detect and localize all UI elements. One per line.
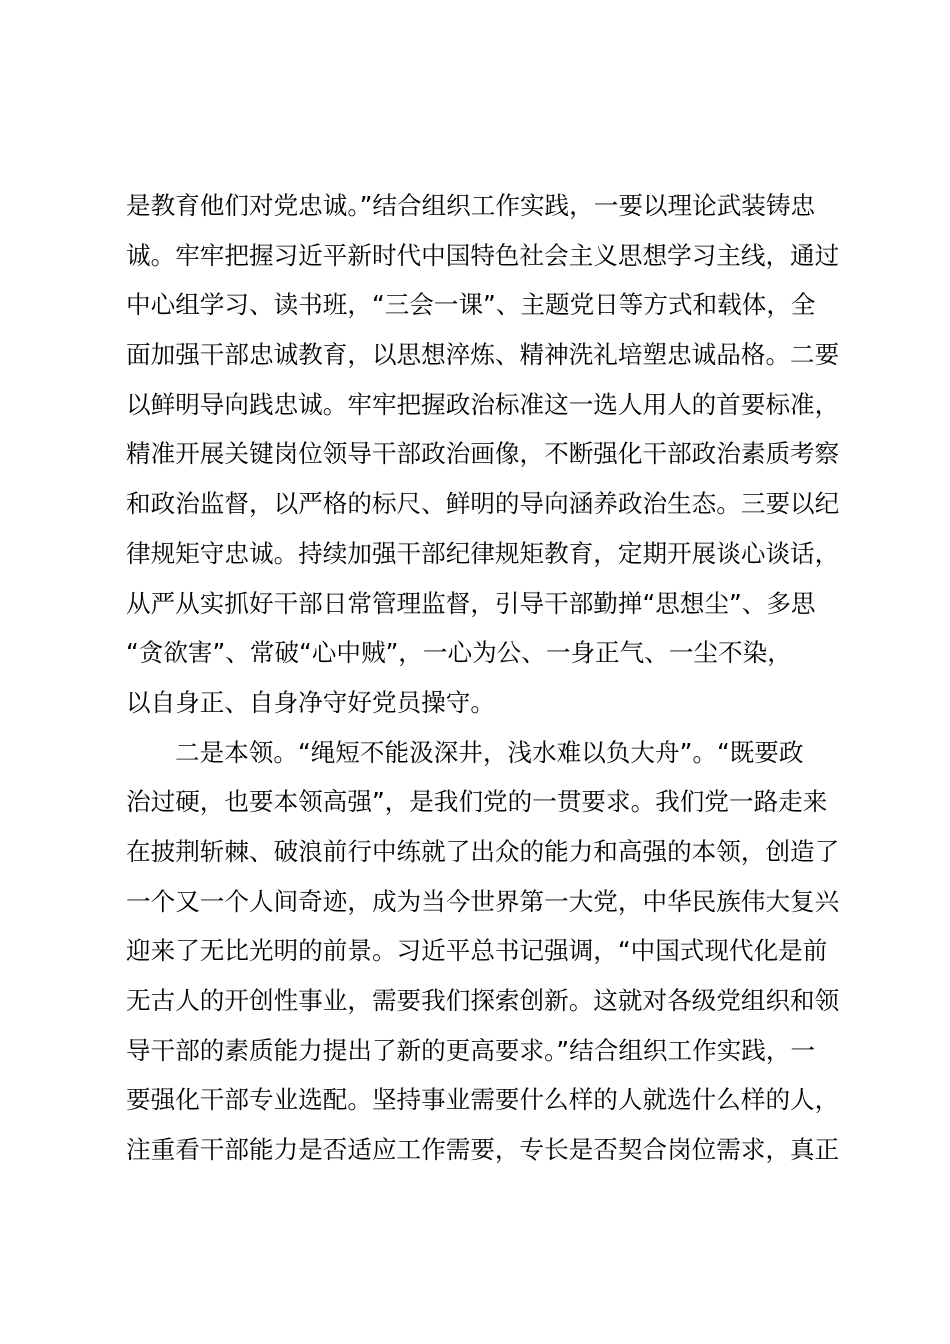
text-line: 迎来了无比光明的前景。习近平总书记强调，“中国式现代化是前 [126, 936, 828, 966]
text-line: 面加强干部忠诚教育，以思想淬炼、精神洗礼培塑忠诚品格。二要 [126, 340, 840, 370]
text-line: 和政治监督，以严格的标尺、鲜明的导向涵养政治生态。三要以纪 [126, 489, 840, 519]
text-line: 在披荆斩棘、破浪前行中练就了出众的能力和高强的本领，创造了 [126, 836, 840, 866]
text-line: 从严从实抓好干部日常管理监督，引导干部勤掸“思想尘”、多思 [126, 588, 816, 618]
text-line: “贪欲害”、常破“心中贼”，一心为公、一身正气、一尘不染， [126, 638, 792, 668]
text-line: 是教育他们对党忠诚。”结合组织工作实践，一要以理论武装铸忠 [126, 191, 816, 220]
text-line: 律规矩守忠诚。持续加强干部纪律规矩教育，定期开展谈心谈话， [126, 538, 840, 568]
text-line: 精准开展关键岗位领导干部政治画像，不断强化干部政治素质考察 [126, 439, 840, 469]
text-line: 注重看干部能力是否适应工作需要，专长是否契合岗位需求，真正 [126, 1135, 840, 1165]
text-line: 诚。牢牢把握习近平新时代中国特色社会主义思想学习主线，通过 [126, 240, 840, 270]
text-line: 中心组学习、读书班，“三会一课”、主题党日等方式和载体，全 [126, 290, 816, 320]
text-line: 一个又一个人间奇迹，成为当今世界第一大党，中华民族伟大复兴 [126, 886, 840, 916]
text-line: 无古人的开创性事业，需要我们探索创新。这就对各级党组织和领 [126, 986, 840, 1015]
text-line: 要强化干部专业选配。坚持事业需要什么样的人就选什么样的人， [126, 1085, 840, 1115]
body-text [126, 181, 846, 1175]
text-line: 以鲜明导向践忠诚。牢牢把握政治标准这一选人用人的首要标准， [126, 389, 840, 419]
text-line: 治过硬，也要本领高强”，是我们党的一贯要求。我们党一路走来 [126, 787, 828, 817]
text-line: 导干部的素质能力提出了新的更高要求。”结合组织工作实践，一 [126, 1035, 816, 1065]
paragraph-start-line: 二是本领。“绳短不能汲深井，浅水难以负大舟”。“既要政 [175, 737, 804, 767]
text-line: 以自身正、自身净守好党员操守。 [126, 687, 495, 717]
